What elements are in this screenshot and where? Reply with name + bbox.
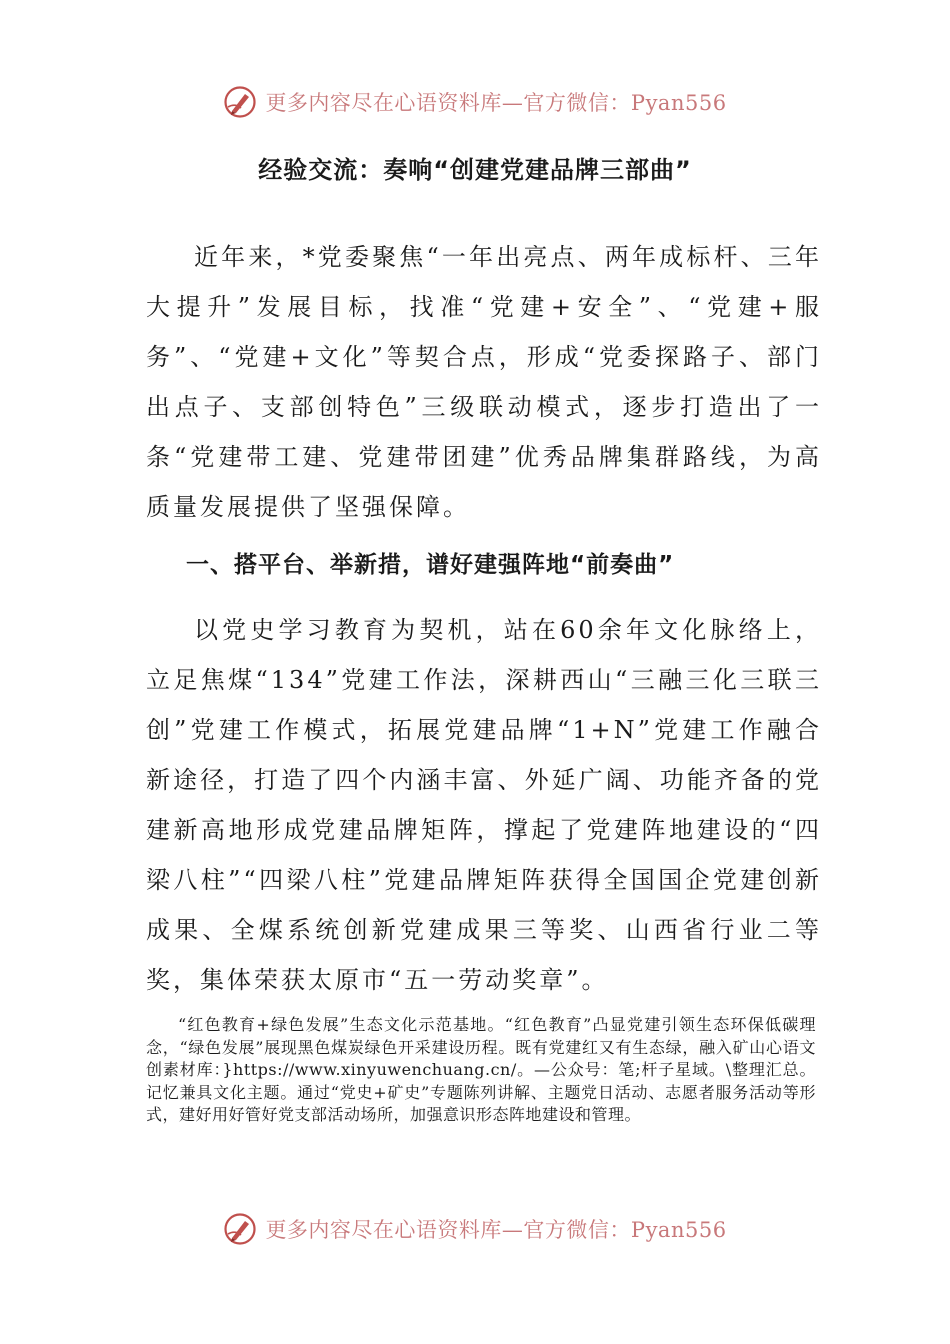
document-title: 经验交流：奏响“创建党建品牌三部曲” bbox=[258, 156, 692, 184]
banner-text: 更多内容尽在心语资料库—官方微信：Pyan556 bbox=[265, 91, 727, 115]
header-banner bbox=[0, 84, 950, 120]
small-paragraph: “红色教育+绿色发展”生态文化示范基地。“红色教育”凸显党建引领生态环保低碳理念，“绿色发展”展现黑色煤炭绿色开采建设历程。既有党建红又有生态绿，融入矿山心语文创素材库：}https://www.xinyuwenchuang.cn/。—公众号：笔;杆子星域。\整理汇总。记忆兼具文化主题。通过“党史+矿史”专题陈列讲解、主题党日活动、志愿者服务活动等形式，建好用好管好党支部活动场所，加强意识形态阵地建设和管理。 bbox=[146, 1015, 816, 1124]
banner-text: 更多内容尽在心语资料库—官方微信：Pyan556 bbox=[265, 1218, 727, 1242]
footer-banner bbox=[0, 1211, 950, 1247]
body-paragraph: 以党史学习教育为契机，站在60余年文化脉络上，立足焦煤“134”党建工作法，深耕西山“三融三化三联三创”党建工作模式，拓展党建品牌“1+N”党建工作融合新途径，打造了四个内涵丰富、外延广阔、功能齐备的党建新高地形成党建品牌矩阵，撑起了党建阵地建设的“四梁八柱”“四梁八柱”党建品牌矩阵获得全国国企党建创新成果、全煤系统创新党建成果三等奖、山西省行业二等奖，集体荣获太原市“五一劳动奖章”。 bbox=[146, 616, 822, 994]
intro-paragraph: 近年来，*党委聚焦“一年出亮点、两年成标杆、三年大提升”发展目标，找准“党建+安全”、“党建+服务”、“党建+文化”等契合点，形成“党委探路子、部门出点子、支部创特色”三级联动模式，逐步打造出了一条“党建带工建、党建带团建”优秀品牌集群路线，为高质量发展提供了坚强保障。 bbox=[146, 243, 822, 521]
section-heading: 一、搭平台、举新措，谱好建强阵地“前奏曲” bbox=[186, 552, 675, 578]
pen-circle-icon bbox=[223, 1212, 257, 1246]
pen-circle-icon bbox=[223, 85, 257, 119]
